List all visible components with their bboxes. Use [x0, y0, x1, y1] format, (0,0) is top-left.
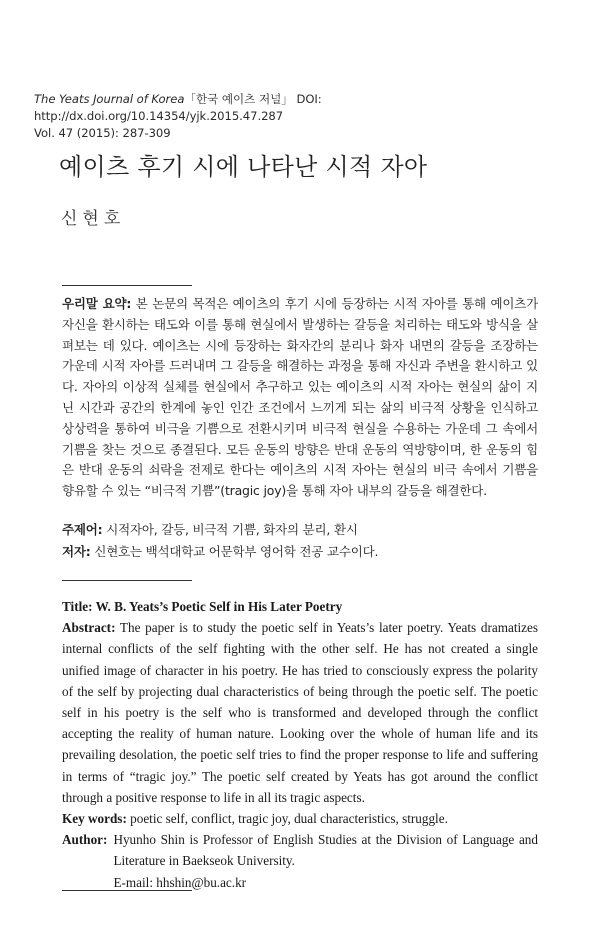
doi: DOI: http://dx.doi.org/10.14354/yjk.2015.47.287: [34, 92, 322, 123]
journal-name-korean: 「한국 예이츠 저널」: [184, 92, 293, 106]
english-abstract-label: Abstract:: [62, 620, 116, 636]
english-keywords-label: Key words:: [62, 811, 127, 827]
author-email: E-mail: hhshin@bu.ac.kr: [113, 874, 247, 890]
english-author-note: [62, 829, 538, 893]
article-title-korean: 예이츠 후기 시에 나타난 시적 자아: [59, 153, 428, 181]
journal-reference: [34, 91, 574, 142]
korean-abstract-text: 본 논문의 목적은 예이츠의 후기 시에 등장하는 시적 자아를 통해 예이츠가 자신을 환시하는 태도와 이를 통해 현실에서 발생하는 갈등을 처리하는 태도와 방식을 살펴보는 데 있다. 예이츠는 시에 등장하는 화자간의 분리나 화자 내면의 갈등을 조장하는 가운데 시적 자아를 드러내며 그 갈등을 해결하는 과정을 통해 자신과 주변을 환시하고 있다. 자아의 이상적 실체를 현실에서 추구하고 있는 예이츠의 시적 자아는 현실의 삶이 지닌 시간과 공간의 한계에 놓인 인간 조건에서 느끼게 되는 삶의 비극적 상황을 인식하고 상상력을 통하여 비극을 기쁨으로 전환시키며 비극적 현실을 수용하는 가운데 그 속에서 기쁨을 찾는 것으로 종결된다. 모든 운동의 방향은 반대 운동의 역방향이며, 한 운동의 힘은 반대 운동의 쇠락을 전제로 한다는 예이츠의 시적 자아는 현실의 비극 속에서 기쁨을 향유할 수 있는 “비극적 기쁨”(tragic joy)을 통해 자아 내부의 갈등을 해결한다.: [62, 296, 538, 499]
divider-middle: [62, 580, 192, 581]
english-abstract-text: The paper is to study the poetic self in Yeats’s later poetry. Yeats dramatizes internal conflicts of the self fighting with the other self. He has not created a single unified image of character in his poetry. He has tried to consciously express the polarity of the self by projecting dual characteristics of being through the poetic self. The poetic self in his poetry is the self who is transformed and developed through the conflict accepting the reality of human nature. Looking over the whole of human life and its prevailing desolation, the poetic self tries to find the proper response to life and suffering in terms of “tragic joy.” The poetic self created by Yeats has got around the conflict through a positive response to life in all its tragic aspects.: [62, 620, 538, 805]
korean-keywords-text: 시적자아, 갈등, 비극적 기쁨, 화자의 분리, 환시: [102, 522, 358, 537]
english-title: Title: W. B. Yeats’s Poetic Self in His Later Poetry: [62, 599, 343, 614]
english-author-text: Hyunho Shin is Professor of English Studies at the Division of Language and Literature in Baekseok University.: [113, 832, 538, 869]
korean-abstract-label: 우리말 요약:: [62, 296, 132, 311]
korean-author-note: [62, 542, 538, 562]
english-author-body: [113, 829, 538, 893]
journal-name: The Yeats Journal of Korea: [34, 92, 185, 106]
english-abstract-block: [62, 596, 538, 893]
english-keywords-text: poetic self, conflict, tragic joy, dual characteristics, struggle.: [126, 811, 448, 827]
korean-author-label: 저자:: [62, 544, 91, 559]
korean-keywords: [62, 520, 538, 540]
english-author-label: Author:: [62, 832, 108, 848]
divider-top: [62, 285, 192, 286]
volume-info: Vol. 47 (2015): 287-309: [34, 126, 171, 140]
korean-keywords-label: 주제어:: [62, 522, 103, 537]
author-name-korean: 신현호: [61, 209, 126, 229]
korean-abstract: [62, 294, 538, 502]
divider-bottom: [62, 890, 192, 891]
korean-author-text: 신현호는 백석대학교 어문학부 영어학 전공 교수이다.: [90, 544, 379, 559]
english-keywords: [62, 808, 538, 829]
english-abstract: [62, 617, 538, 808]
